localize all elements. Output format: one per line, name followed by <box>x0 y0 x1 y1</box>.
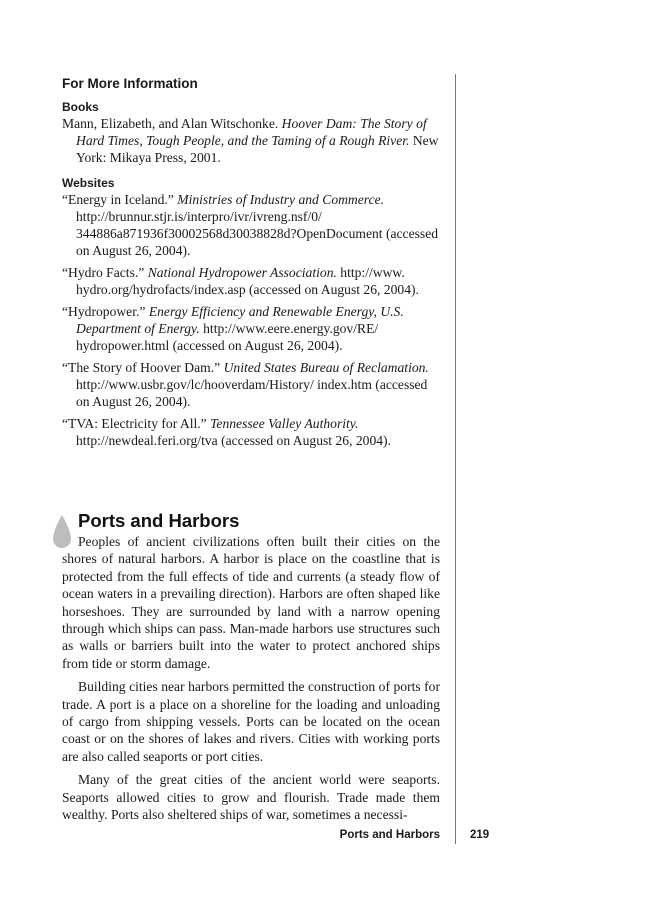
body-paragraph: Building cities near harbors permitted the construction of ports for trade. A port is a place on a shoreline for the loading and unloading of cargo from shipping vessels. Ports can be located on the ocean coast or on the shores of lakes and rivers. Cities with working ports are also called seaports or port cities. <box>62 679 440 764</box>
website-reference: “Hydro Facts.” National Hydropower Association. http://www. hydro.org/hydrofacts/index.asp (accessed on August 26, 2004). <box>62 265 419 297</box>
website-reference: “The Story of Hoover Dam.” United States Bureau of Reclamation. http://www.usbr.gov/lc/hooverdam/History/ index.htm (accessed on August 26, 2004). <box>62 360 429 409</box>
websites-heading: Websites <box>62 176 115 190</box>
column-divider-rule <box>455 74 456 844</box>
books-heading: Books <box>62 100 99 114</box>
more-info-heading: For More Information <box>62 76 198 91</box>
more-information-block <box>62 76 440 454</box>
body-paragraph: Many of the great cities of the ancient world were seaports. Seaports allowed cities to grow and flourish. Trade made them wealthy. Ports also sheltered ships of war, sometimes a necessi- <box>62 772 440 823</box>
website-reference: “TVA: Electricity for All.” Tennessee Valley Authority. http://newdeal.feri.org/tva (accessed on August 26, 2004). <box>62 416 391 448</box>
body-paragraph: Peoples of ancient civilizations often built their cities on the shores of natural harbors. A harbor is place on the coastline that is protected from the full effects of tide and currents (a steady flow of ocean waters in a prevailing direction). Harbors are often shaped like horseshoes. They are surrounded by land with a narrow opening through which ships can pass. Man-made harbors use structures such as walls or barriers built into the water to protect anchored ships from tide or storm damage. <box>62 534 440 671</box>
website-reference: “Energy in Iceland.” Ministries of Industry and Commerce. http://brunnur.stjr.is/interpro/ivr/ivreng.nsf/0/ 344886a871936f30002568d30038828d?OpenDocument (accessed on August 26, 2004). <box>62 192 439 258</box>
water-drop-icon <box>52 514 72 550</box>
ports-and-harbors-section <box>62 510 440 830</box>
website-reference: “Hydropower.” Energy Efficiency and Renewable Energy, U.S. Department of Energy. http://www.eere.energy.gov/RE/ hydropower.html (accessed on August 26, 2004). <box>62 304 404 353</box>
section-title: Ports and Harbors <box>78 510 240 531</box>
book-reference: Mann, Elizabeth, and Alan Witschonke. Hoover Dam: The Story of Hard Times, Tough People, and the Taming of a Rough River. New York: Mikaya Press, 2001. <box>62 116 439 165</box>
page-number: 219 <box>470 829 490 841</box>
running-footer-title: Ports and Harbors <box>339 829 440 841</box>
